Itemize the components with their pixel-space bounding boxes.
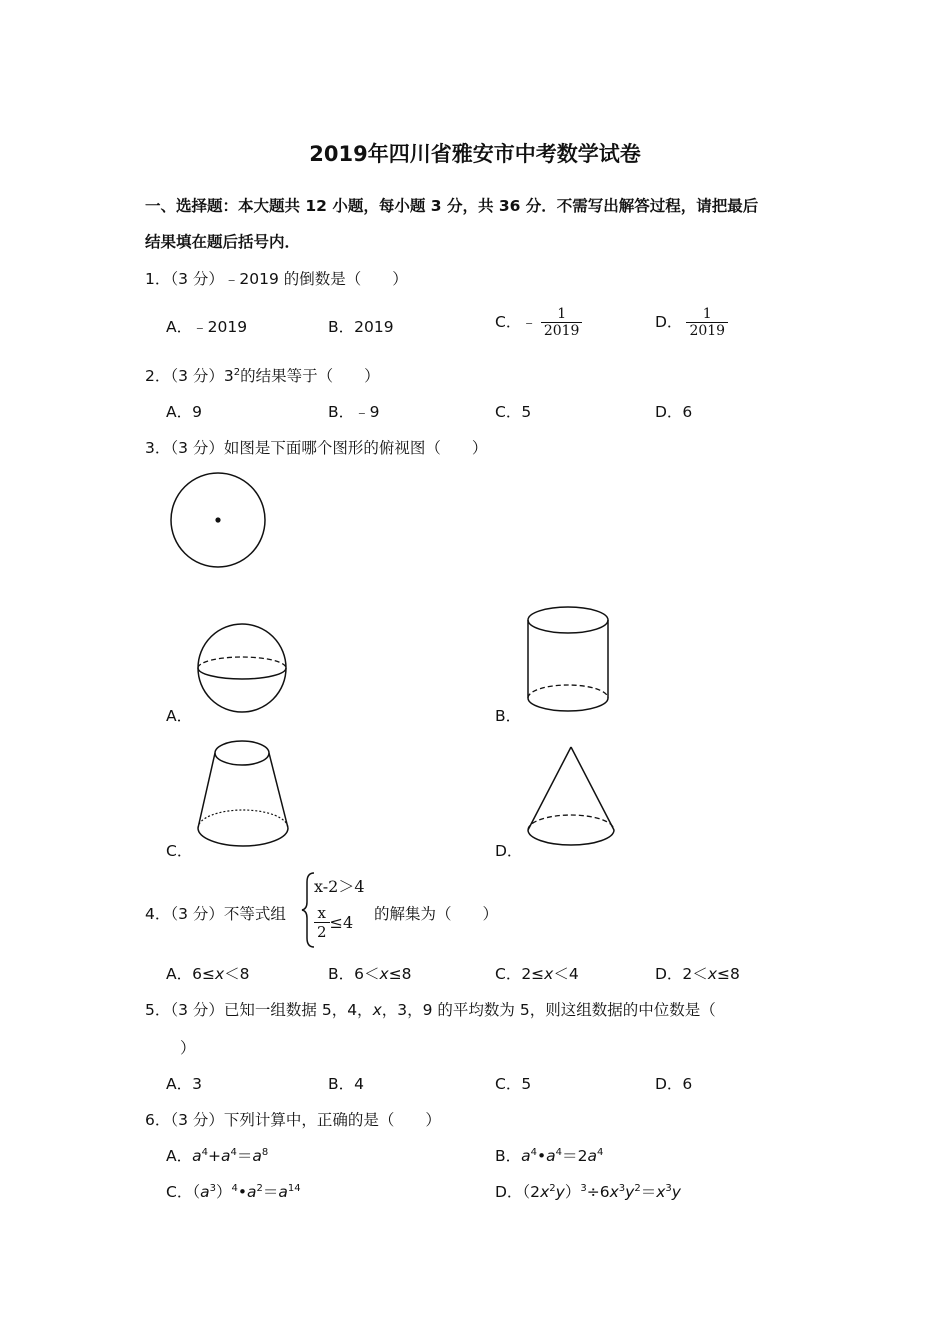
q6-d-x1: x [540, 1183, 550, 1201]
q6-d-y3: y [671, 1183, 681, 1201]
q6-option-c [166, 1180, 301, 1202]
q2-option-b: B．﹣9 [328, 403, 380, 421]
q1-option-c [495, 306, 582, 339]
q5-stem-line2: ） [180, 1039, 196, 1057]
q6-d-exp4: 2 [634, 1183, 641, 1194]
q6-a-var2: a [220, 1147, 231, 1165]
q6-b-exp2: 4 [555, 1147, 563, 1158]
q6-b-exp3: 4 [596, 1147, 604, 1158]
q6-option-d [495, 1180, 681, 1202]
q2-stem-pre: 2．（3 分）3 [145, 367, 234, 385]
q3-option-d: D． [495, 842, 523, 860]
q4-c-var: x [544, 965, 554, 983]
q2-stem [145, 364, 380, 386]
q4-stem-post: 的解集为（ ） [374, 905, 499, 923]
q6-c-var3: a [278, 1183, 288, 1201]
q6-a-var1: a [192, 1147, 202, 1165]
q4-b-var: x [379, 965, 389, 983]
q2-option-c: C．5 [495, 403, 532, 421]
q4-stem-pre: 4．（3 分）不等式组 [145, 905, 286, 923]
q5-line1-pre: 5．（3 分）已知一组数据 5，4， [145, 1001, 373, 1019]
q6-d-exp5: 3 [665, 1183, 672, 1194]
q6-d-y1: y [555, 1183, 565, 1201]
q4-system-line2 [314, 904, 353, 941]
q2-option-d: D．6 [655, 403, 693, 421]
q5-stem-line1 [145, 998, 716, 1020]
q1-stem: 1．（3 分）﹣2019 的倒数是（ ） [145, 270, 408, 288]
q4-d-var: x [707, 965, 717, 983]
section-heading-line1: 一、选择题：本大题共 12 小题，每小题 3 分，共 36 分．不需写出解答过程，请把最后 [145, 197, 759, 215]
q6-option-a [166, 1144, 268, 1166]
q2-exponent: 2 [233, 367, 241, 378]
q1-d-numerator: 1 [702, 306, 712, 322]
q6-c-exp3: 2 [256, 1183, 263, 1194]
q1-c-numerator: 1 [557, 306, 567, 322]
q6-b-op: • [537, 1147, 547, 1165]
q6-stem: 6．（3 分）下列计算中，正确的是（ ） [145, 1111, 441, 1129]
q6-a-eq: ＝ [236, 1147, 253, 1165]
q5-line1-var: x [372, 1001, 382, 1019]
q4-b-post: ≤8 [388, 965, 412, 983]
q6-d-exp2: 3 [580, 1183, 587, 1194]
q3-sphere-figure [194, 622, 290, 716]
q4-c-pre: C．2≤ [495, 965, 545, 983]
q1-option-d-label: D． [655, 313, 683, 331]
q4-c-post: ＜4 [553, 965, 579, 983]
q1-option-b: B．2019 [328, 318, 394, 336]
q3-stem: 3．（3 分）如图是下面哪个图形的俯视图（ ） [145, 439, 488, 457]
q4-a-post: ＜8 [224, 965, 250, 983]
q5-option-c: C．5 [495, 1075, 532, 1093]
q4-option-b [328, 962, 412, 984]
q4-a-pre: A．6≤ [166, 965, 215, 983]
q3-option-c: C． [166, 842, 193, 860]
q2-stem-post: 的结果等于（ ） [240, 367, 380, 385]
q6-c-exp2: 4 [231, 1183, 238, 1194]
page-title: 2019年四川省雅安市中考数学试卷 [309, 142, 641, 166]
q3-frustum-figure [194, 738, 294, 852]
q6-b-var1: a [521, 1147, 531, 1165]
q6-d-eq: ＝ [640, 1183, 657, 1201]
q5-line1-post: ，3，9 的平均数为 5，则这组数据的中位数是（ [381, 1001, 716, 1019]
q6-a-var3: a [252, 1147, 262, 1165]
q6-c-var1: a [200, 1183, 210, 1201]
q6-a-op: + [207, 1147, 221, 1165]
q6-d-x2: x [609, 1183, 619, 1201]
q6-a-exp2: 4 [230, 1147, 237, 1158]
q1-option-c-fraction [541, 306, 583, 339]
q6-b-var3: a [587, 1147, 597, 1165]
section-heading-line2: 结果填在题后括号内． [145, 233, 301, 251]
q6-b-eq: ＝ [562, 1147, 578, 1165]
q4-fraction-den: 2 [314, 922, 330, 941]
q5-option-b: B．4 [328, 1075, 364, 1093]
q6-b-coef: 2 [577, 1147, 588, 1165]
q6-c-exp1: 3 [209, 1183, 216, 1194]
q6-a-exp1: 4 [201, 1147, 208, 1158]
q6-c-op: • [237, 1183, 247, 1201]
q4-relation: ≤4 [329, 913, 354, 932]
q6-b-exp1: 4 [530, 1147, 538, 1158]
q6-d-exp1: 2 [549, 1183, 556, 1194]
q2-option-a: A．9 [166, 403, 202, 421]
q6-a-label: A． [166, 1147, 193, 1165]
q6-option-b [495, 1144, 603, 1166]
q3-cone-figure [524, 744, 620, 850]
q4-b-pre: B．6＜ [328, 965, 380, 983]
q1-c-denominator: 2019 [541, 322, 583, 339]
q4-fraction-num: x [317, 904, 326, 922]
q4-system-line1: x-2＞4 [314, 877, 365, 896]
q5-option-a: A．3 [166, 1075, 202, 1093]
q6-c-exp4: 14 [287, 1183, 301, 1194]
q4-option-d [655, 962, 740, 984]
q6-d-x3: x [656, 1183, 666, 1201]
q6-a-exp3: 8 [261, 1147, 269, 1158]
q6-d-label: D．（2 [495, 1183, 541, 1201]
q1-option-d [655, 306, 728, 339]
q1-option-c-label: C．﹣ [495, 313, 537, 331]
q1-d-denominator: 2019 [686, 322, 728, 339]
q6-c-var2: a [247, 1183, 257, 1201]
q6-d-rparen: ） [564, 1183, 581, 1201]
q6-d-div: ÷6 [586, 1183, 610, 1201]
q6-c-rparen: ） [215, 1183, 232, 1201]
q6-d-y2: y [625, 1183, 635, 1201]
q4-a-var: x [214, 965, 225, 983]
q1-option-d-fraction [686, 306, 728, 339]
q3-option-b: B． [495, 707, 522, 725]
q6-c-eq: ＝ [262, 1183, 279, 1201]
q6-d-exp3: 3 [618, 1183, 626, 1194]
q4-option-c [495, 962, 579, 984]
q6-b-var2: a [546, 1147, 556, 1165]
q3-cylinder-figure [524, 604, 612, 716]
q6-c-label: C．（ [166, 1183, 201, 1201]
q6-b-label: B． [495, 1147, 522, 1165]
q3-option-a: A． [166, 707, 193, 725]
q1-option-a: A．﹣2019 [166, 318, 248, 336]
q4-d-pre: D．2＜ [655, 965, 708, 983]
q3-top-view-figure [165, 470, 271, 572]
q5-option-d: D．6 [655, 1075, 693, 1093]
q4-d-post: ≤8 [717, 965, 740, 983]
q4-option-a [166, 962, 250, 984]
q4-fraction [314, 904, 330, 941]
